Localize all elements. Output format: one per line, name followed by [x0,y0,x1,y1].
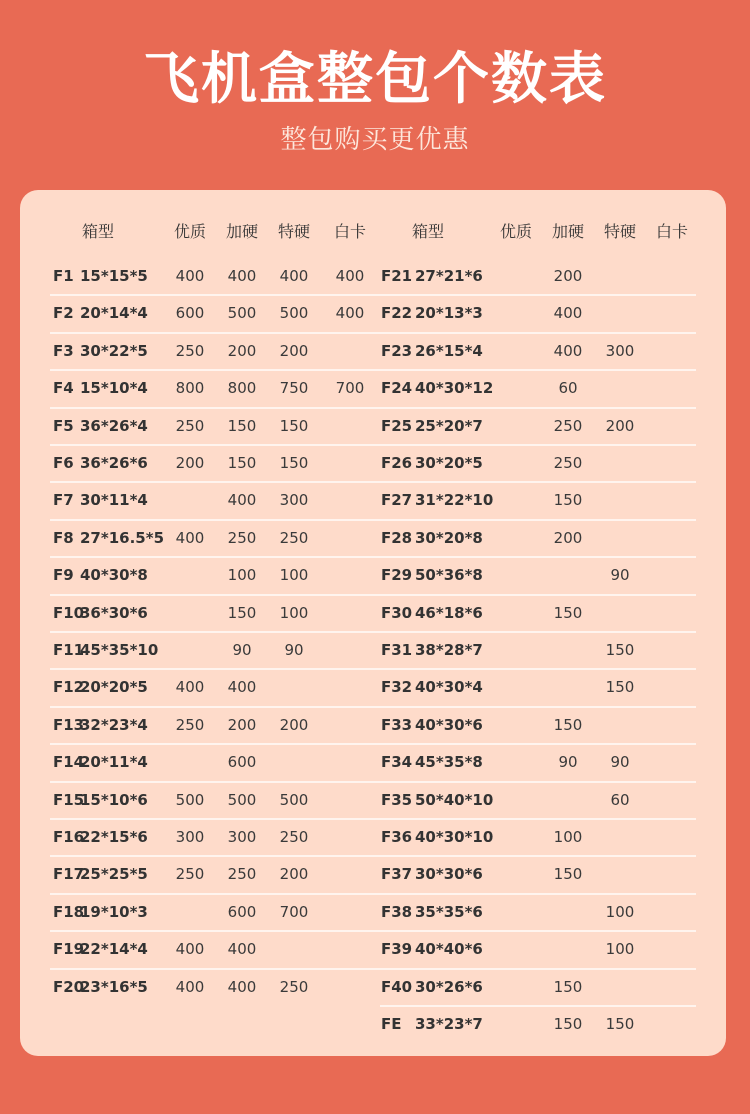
header-extra-hard-right: 特硬 [603,222,636,241]
qty-extra-hard: 250 [279,828,309,846]
box-id: F24 [381,379,413,398]
qty-white-card [648,445,696,482]
qty-premium [492,445,540,482]
qty-extra-hard: 150 [605,678,635,697]
qty-premium [492,894,540,931]
qty-reinforced [544,557,592,594]
box-size: 32*23*4 [80,715,148,734]
qty-reinforced: 200 [553,267,583,285]
box-size: 27*21*6 [415,267,483,285]
qty-extra-hard: 150 [605,641,635,659]
box-size: 35*35*6 [415,902,483,921]
table-row [20,333,726,370]
qty-premium: 250 [175,865,205,884]
qty-extra-hard [596,819,644,856]
box-size: 20*14*4 [80,304,148,323]
qty-premium: 200 [175,454,205,472]
table-row [20,632,726,669]
qty-reinforced: 250 [227,865,257,884]
qty-reinforced: 400 [227,491,257,510]
row-divider [50,893,696,895]
box-id: F13 [53,715,85,734]
box-size: 15*10*4 [80,379,148,398]
box-size: 50*36*8 [415,566,483,585]
qty-extra-hard: 300 [605,341,635,360]
box-id: F28 [381,528,413,547]
row-divider [50,369,696,371]
box-id: F6 [53,454,74,472]
box-id: F31 [381,641,413,659]
box-id: F26 [381,454,413,472]
box-size: 15*15*5 [80,267,148,285]
box-size: 30*26*6 [415,977,483,996]
qty-extra-hard: 300 [279,491,309,510]
qty-reinforced: 400 [553,304,583,323]
row-divider [50,444,696,446]
qty-extra-hard [596,445,644,482]
box-size: 36*26*4 [80,416,148,435]
qty-premium: 400 [175,977,205,996]
qty-white-card [648,557,696,594]
qty-premium [492,782,540,819]
qty-reinforced [544,782,592,819]
qty-reinforced [544,931,592,968]
table-row [20,669,726,706]
box-size: 20*13*3 [415,304,483,323]
qty-white-card [648,707,696,744]
box-id: F14 [53,753,85,772]
box-id: F16 [53,828,85,846]
qty-reinforced: 800 [227,379,257,398]
table-row [20,707,726,744]
box-size: 40*30*8 [80,566,148,585]
qty-premium [492,595,540,632]
row-divider [50,631,696,633]
box-size: 40*40*6 [415,940,483,959]
qty-premium [492,707,540,744]
box-id: F1 [53,267,74,285]
qty-reinforced: 200 [227,341,257,360]
qty-white-card [648,856,696,893]
qty-premium: 250 [175,715,205,734]
qty-extra-hard [596,258,644,295]
box-id: FE [381,1015,402,1033]
box-id: F25 [381,416,413,435]
row-divider [50,556,696,558]
box-id: F40 [381,977,413,996]
box-id: F39 [381,940,413,959]
header-premium: 优质 [173,222,206,241]
table-row [20,408,726,445]
qty-premium: 600 [175,304,205,323]
page-subtitle: 整包购买更优惠 [280,125,470,155]
qty-premium [492,744,540,781]
table-row [20,595,726,632]
box-size: 31*22*10 [415,491,494,510]
qty-extra-hard: 90 [284,641,304,659]
row-divider [50,519,696,521]
qty-premium: 250 [175,341,205,360]
qty-reinforced: 90 [232,641,252,659]
qty-reinforced [544,894,592,931]
qty-premium [492,669,540,706]
qty-reinforced: 90 [558,753,578,772]
qty-reinforced: 200 [227,715,257,734]
qty-extra-hard [596,595,644,632]
qty-extra-hard: 100 [605,940,635,959]
qty-reinforced: 150 [553,603,583,622]
box-size: 20*11*4 [80,753,148,772]
qty-premium [492,1006,540,1043]
box-size: 50*40*10 [415,790,494,809]
qty-extra-hard: 250 [279,528,309,547]
qty-reinforced: 250 [553,416,583,435]
table-row [20,295,726,332]
box-size: 26*15*4 [415,341,483,360]
qty-extra-hard [596,482,644,519]
qty-reinforced: 150 [553,491,583,510]
qty-reinforced: 500 [227,304,257,323]
qty-extra-hard [596,295,644,332]
qty-reinforced [544,632,592,669]
row-divider [50,930,696,932]
qty-extra-hard: 150 [279,454,309,472]
row-divider [50,294,696,296]
qty-reinforced: 600 [227,753,257,772]
qty-reinforced: 500 [227,790,257,809]
table-row [20,969,726,1006]
qty-premium: 500 [175,790,205,809]
table-row [20,1006,726,1043]
box-size: 30*22*5 [80,341,148,360]
header-box-type-right: 箱型 [411,222,444,241]
qty-premium [492,482,540,519]
qty-white-card: 700 [335,379,365,398]
table-row [20,931,726,968]
box-size: 23*16*5 [80,977,148,996]
qty-extra-hard: 200 [279,715,309,734]
qty-extra-hard: 100 [605,902,635,921]
box-size: 46*18*6 [415,603,483,622]
box-size: 33*23*7 [415,1015,483,1033]
table-row [20,482,726,519]
box-size: 22*14*4 [80,940,148,959]
qty-white-card [648,333,696,370]
row-divider [50,481,696,483]
qty-premium: 250 [175,416,205,435]
header-premium-right: 优质 [499,222,532,241]
qty-extra-hard: 250 [279,977,309,996]
box-id: F27 [381,491,413,510]
box-size: 22*15*6 [80,828,148,846]
table-row [20,520,726,557]
qty-white-card [648,520,696,557]
box-size: 40*30*6 [415,715,483,734]
qty-premium [492,969,540,1006]
qty-reinforced: 400 [227,940,257,959]
box-size: 36*26*6 [80,454,148,472]
qty-premium: 400 [175,940,205,959]
box-id: F21 [381,267,413,285]
table-row [20,370,726,407]
qty-reinforced: 150 [227,603,257,622]
box-id: F17 [53,865,85,884]
qty-premium [492,557,540,594]
qty-premium: 300 [175,828,205,846]
qty-premium [492,819,540,856]
qty-extra-hard [596,370,644,407]
qty-extra-hard: 150 [605,1015,635,1033]
qty-premium [492,632,540,669]
table-row [20,782,726,819]
qty-premium [492,333,540,370]
box-id: F38 [381,902,413,921]
box-size: 30*11*4 [80,491,148,510]
qty-extra-hard: 100 [279,603,309,622]
qty-extra-hard: 500 [279,304,309,323]
qty-premium [492,931,540,968]
qty-extra-hard: 400 [279,267,309,285]
box-id: F18 [53,902,85,921]
row-divider [50,594,696,596]
qty-white-card [648,370,696,407]
qty-white-card [648,632,696,669]
qty-reinforced: 100 [553,828,583,846]
table-row [20,744,726,781]
box-size: 45*35*8 [415,753,483,772]
box-id: F10 [53,603,85,622]
row-divider [50,706,696,708]
box-id: F8 [53,528,74,547]
qty-white-card [648,482,696,519]
qty-reinforced: 250 [553,454,583,472]
row-divider [50,781,696,783]
qty-white-card: 400 [335,304,365,323]
qty-white-card [648,969,696,1006]
row-divider [50,668,696,670]
qty-extra-hard: 90 [610,753,630,772]
qty-extra-hard [596,520,644,557]
qty-white-card [648,1006,696,1043]
qty-premium: 400 [175,267,205,285]
qty-reinforced: 250 [227,528,257,547]
qty-reinforced: 400 [553,341,583,360]
qty-reinforced: 150 [553,1015,583,1033]
qty-extra-hard: 100 [279,566,309,585]
qty-reinforced: 60 [558,379,578,398]
box-id: F23 [381,341,413,360]
page-title: 飞机盒整包个数表 [143,47,607,112]
qty-reinforced: 200 [553,528,583,547]
row-divider [50,855,696,857]
qty-white-card [648,744,696,781]
qty-white-card [648,931,696,968]
qty-reinforced: 400 [227,977,257,996]
table-row [20,258,726,295]
row-divider [50,818,696,820]
qty-white-card: 400 [335,267,365,285]
box-id: F4 [53,379,74,398]
qty-extra-hard: 500 [279,790,309,809]
qty-extra-hard [596,969,644,1006]
box-size: 25*20*7 [415,416,483,435]
row-divider [50,743,696,745]
qty-reinforced [544,669,592,706]
qty-premium [492,856,540,893]
row-divider [380,1005,696,1007]
qty-premium [492,295,540,332]
box-id: F33 [381,715,413,734]
qty-extra-hard: 150 [279,416,309,435]
box-size: 30*20*5 [415,454,483,472]
qty-premium [492,370,540,407]
box-size: 30*30*6 [415,865,483,884]
row-divider [50,968,696,970]
table-row [20,445,726,482]
box-size: 19*10*3 [80,902,148,921]
box-size: 27*16.5*5 [80,528,165,547]
box-id: F19 [53,940,85,959]
qty-reinforced: 100 [227,566,257,585]
box-id: F36 [381,828,413,846]
box-id: F3 [53,341,74,360]
qty-extra-hard: 700 [279,902,309,921]
box-id: F22 [381,304,413,323]
box-size: 45*35*10 [80,641,159,659]
row-divider [50,407,696,409]
box-size: 20*20*5 [80,678,148,697]
box-size: 36*30*6 [80,603,148,622]
qty-reinforced: 150 [553,865,583,884]
box-id: F29 [381,566,413,585]
row-divider [50,332,696,334]
qty-premium [492,520,540,557]
box-id: F7 [53,491,74,510]
qty-white-card [648,894,696,931]
qty-extra-hard: 60 [610,790,630,809]
qty-reinforced: 150 [227,416,257,435]
qty-premium: 400 [175,528,205,547]
table-card [20,190,726,1056]
qty-white-card [648,408,696,445]
qty-reinforced: 400 [227,678,257,697]
table-row [20,819,726,856]
table-row [20,557,726,594]
qty-extra-hard [596,856,644,893]
qty-extra-hard: 200 [279,865,309,884]
box-id: F9 [53,566,74,585]
box-id: F34 [381,753,413,772]
qty-white-card [648,295,696,332]
qty-extra-hard [596,707,644,744]
box-size: 15*10*6 [80,790,148,809]
box-id: F2 [53,304,74,323]
box-size: 25*25*5 [80,865,148,884]
qty-extra-hard: 200 [279,341,309,360]
qty-white-card [648,819,696,856]
box-size: 38*28*7 [415,641,483,659]
box-id: F20 [53,977,85,996]
qty-white-card [648,258,696,295]
box-size: 40*30*4 [415,678,483,697]
header-reinforced-right: 加硬 [551,222,584,241]
box-size: 40*30*10 [415,828,494,846]
header-extra-hard: 特硬 [277,222,310,241]
box-id: F12 [53,678,85,697]
qty-reinforced: 150 [553,715,583,734]
header-white-card: 白卡 [333,222,366,241]
qty-extra-hard: 200 [605,416,635,435]
box-id: F35 [381,790,413,809]
box-id: F30 [381,603,413,622]
box-id: F37 [381,865,413,884]
qty-premium [492,258,540,295]
qty-premium: 800 [175,379,205,398]
table-row [20,856,726,893]
qty-reinforced: 150 [553,977,583,996]
box-id: F11 [53,641,85,659]
qty-premium [492,408,540,445]
table-row [20,894,726,931]
header-white-card-right: 白卡 [655,222,688,241]
box-id: F32 [381,678,413,697]
qty-extra-hard: 750 [279,379,309,398]
box-size: 30*20*8 [415,528,483,547]
box-size: 40*30*12 [415,379,494,398]
qty-reinforced: 300 [227,828,257,846]
qty-extra-hard: 90 [610,566,630,585]
qty-white-card [648,669,696,706]
qty-white-card [648,782,696,819]
header-box-type: 箱型 [81,222,114,241]
qty-reinforced: 400 [227,267,257,285]
qty-premium: 400 [175,678,205,697]
qty-white-card [648,595,696,632]
box-id: F15 [53,790,85,809]
box-id: F5 [53,416,74,435]
qty-reinforced: 600 [227,902,257,921]
qty-reinforced: 150 [227,454,257,472]
header-reinforced: 加硬 [225,222,258,241]
